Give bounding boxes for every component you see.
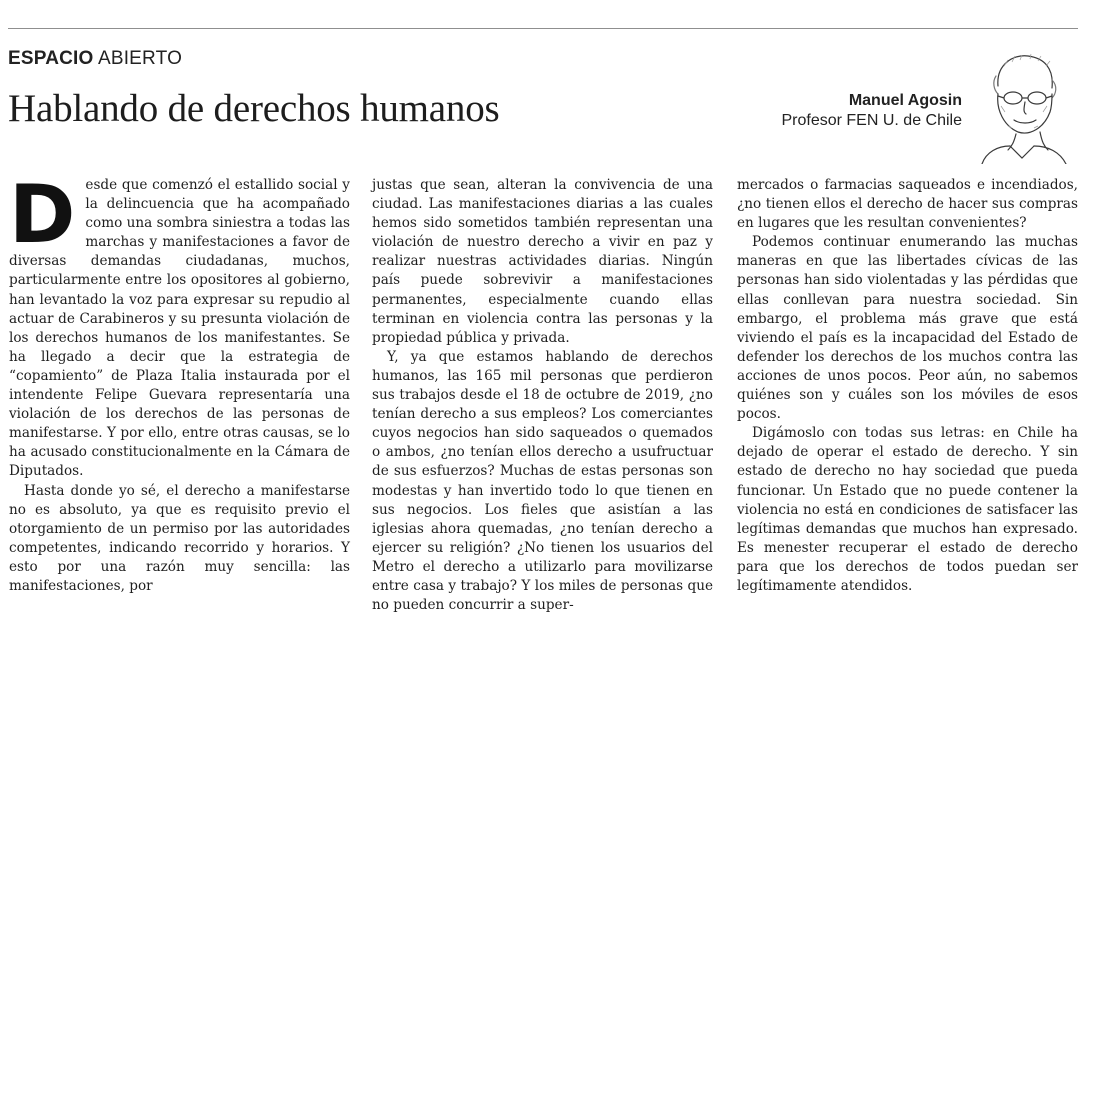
byline (781, 92, 962, 130)
article-column-2 (372, 176, 713, 615)
article-paragraph: mercados o farmacias saqueados e incendiados, ¿no tienen ellos el derecho de hacer sus compras en lugares que les resultan convenientes? (737, 177, 1078, 232)
article-paragraph (9, 168, 350, 482)
article-column-1 (9, 168, 350, 596)
article-paragraph: Hasta donde yo sé, el derecho a manifestarse no es absoluto, ya que es requisito previo el otorgamiento de un permiso por las autoridades competentes, indicando recorrido y horarios. Y esto por una razón muy sencilla: las manifestaciones, por (9, 482, 350, 594)
article-paragraph: Digámoslo con todas sus letras: en Chile ha dejado de operar el estado de derecho. Y sin estado de derecho no hay sociedad que pueda funcionar. Un Estado que no puede contener la violencia no está en condiciones de satisfacer las legítimas demandas que muchos han expresado. Es menester recuperar el estado de derecho para que los derechos de todos puedan ser legítimamente atendidos. (737, 425, 1078, 594)
article-column-3 (737, 176, 1078, 596)
top-rule (8, 28, 1078, 29)
article-paragraph: Podemos continuar enumerando las muchas maneras en que las libertades cívicas de las personas han sido violentadas y las pérdidas que ellas conllevan para nuestra sociedad. Sin embargo, el problema más grave que está viviendo el país es la incapacidad del Estado de defender los derechos de los muchos contra las acciones de unos pocos. Peor aún, no sabemos quiénes son y cuáles son los móviles de esos pocos. (737, 234, 1078, 423)
paragraph-text: esde que comenzó el estallido social y la delincuencia que ha acompañado como una sombra siniestra a todas las marchas y manifestaciones a favor de diversas demandas ciudadanas, muchos, particularmente entre los opositores al gobierno, han levantado la voz para expresar su repudio al actuar de Carabineros y su presunta violación de los derechos humanos de los manifestantes. Se ha llegado a decir que la estrategia de “copamiento” de Plaza Italia instaurada por el intendente Felipe Guevara representaría una violación de los derechos de las personas de manifestarse. Y por ello, entre otras causas, se lo ha acusado constitucionalmente en la Cámara de Diputados. (9, 177, 350, 480)
section-label-light: ABIERTO (97, 48, 183, 69)
section-label-bold: ESPACIO (8, 48, 94, 69)
author-portrait-sketch (968, 46, 1076, 164)
headline: Hablando de derechos humanos (8, 87, 500, 130)
article-paragraph: Y, ya que estamos hablando de derechos humanos, las 165 mil personas que perdieron sus trabajos desde el 18 de octubre de 2019, ¿no tenían derecho a sus empleos? Los comerciantes cuyos negocios han sido saqueados o quemados o ambos, ¿no tenían ellos derecho a usufructuar de sus esfuerzos? Muchas de estas personas son modestas y han invertido todo lo que tienen en sus negocios. Los fieles que asistían a las iglesias ahora quemadas, ¿no tenían derecho a ejercer su religión? ¿No tienen los usuarios del Metro el derecho a utilizarlo para movilizarse entre casa y trabajo? Y los miles de personas que no pueden concurrir a super- (372, 348, 713, 614)
drop-cap: D (9, 168, 76, 261)
author-role: Profesor FEN U. de Chile (781, 112, 962, 129)
author-name: Manuel Agosin (848, 92, 962, 109)
article-paragraph: justas que sean, alteran la convivencia de una ciudad. Las manifestaciones diarias a las cuales hemos sido sometidos también representan una violación de nuestro derecho a vivir en paz y realizar nuestras actividades diarias. Ningún país puede sobrevivir a manifestaciones permanentes, especialmente cuando ellas terminan en violencia contra las personas y la propiedad pública y privada. (372, 177, 713, 346)
section-label (8, 48, 182, 70)
